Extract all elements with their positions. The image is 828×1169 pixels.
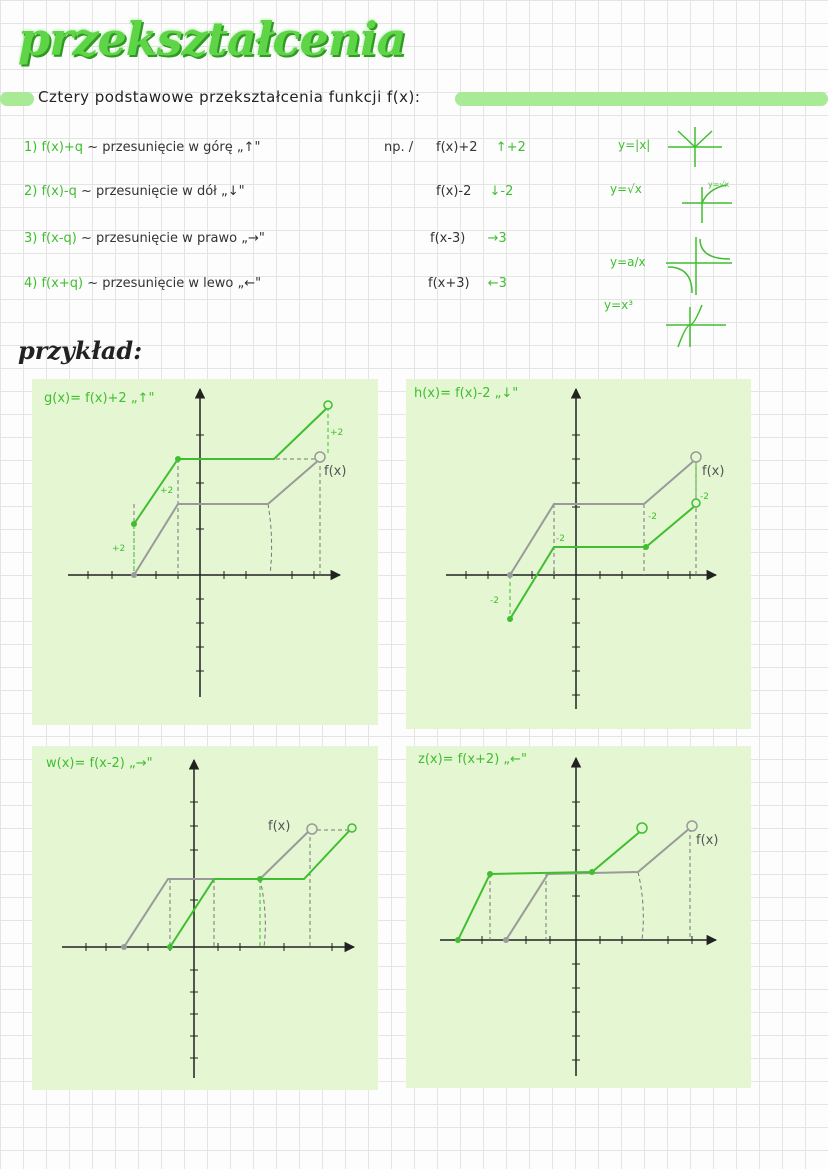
f-curve xyxy=(124,830,310,947)
rule-3 xyxy=(24,231,265,246)
rule-desc: ~ przesunięcie w górę „↑" xyxy=(87,140,261,155)
annotation: +2 xyxy=(112,544,126,554)
rule-formula: 4) f(x+q) xyxy=(24,276,84,291)
f-curve xyxy=(510,459,696,575)
ref-sqrt-small: y=√x xyxy=(708,180,730,189)
annotation: -2 xyxy=(490,596,499,606)
annotation: +2 xyxy=(160,486,174,496)
fx-label: f(x) xyxy=(268,819,291,834)
rule-desc: ~ przesunięcie w lewo „←" xyxy=(87,276,262,291)
ref-abs-label: y=|x| xyxy=(618,138,651,152)
example-heading: przykład: xyxy=(18,336,143,365)
rule-desc: ~ przesunięcie w dół „↓" xyxy=(80,184,245,199)
graph-label-z: z(x)= f(x+2) „←" xyxy=(418,752,528,767)
f-curve xyxy=(506,828,690,940)
rule-desc: ~ przesunięcie w prawo „→" xyxy=(80,231,265,246)
subtitle: Cztery podstawowe przekształcenia funkcji f(x): xyxy=(38,88,421,106)
annotation: -2 xyxy=(556,534,565,544)
fx-label: f(x) xyxy=(696,833,719,848)
annotation: -2 xyxy=(700,492,709,502)
g-curve xyxy=(134,407,328,524)
example-expr: f(x)+2 xyxy=(436,140,478,155)
page-title: przekształcenia xyxy=(18,12,406,66)
annotation: -2 xyxy=(648,512,657,522)
fx-label: f(x) xyxy=(702,464,725,479)
highlight-bar-left xyxy=(0,92,34,106)
f-curve xyxy=(134,459,320,575)
example-shift: →3 xyxy=(487,231,507,246)
rule-4 xyxy=(24,276,261,291)
graph-z xyxy=(406,746,751,1088)
reference-sketches xyxy=(660,125,740,355)
hyperbola-sketch xyxy=(666,237,732,295)
example-shift: ↓-2 xyxy=(489,184,514,199)
graph-w xyxy=(32,746,378,1090)
ref-hyperbola-label: y=a/x xyxy=(610,255,646,269)
rule-formula: 3) f(x-q) xyxy=(24,231,77,246)
sqrt-sketch xyxy=(682,185,732,223)
rule-1 xyxy=(24,140,260,155)
highlight-bar-right xyxy=(455,92,828,106)
examples-label: np. / xyxy=(384,140,414,155)
rule-formula: 2) f(x)-q xyxy=(24,184,77,199)
annotation: +2 xyxy=(330,428,344,438)
rule-formula: 1) f(x)+q xyxy=(24,140,84,155)
ref-cubic-label: y=x³ xyxy=(604,298,634,312)
graph-label-h: h(x)= f(x)-2 „↓" xyxy=(414,386,519,401)
abs-sketch xyxy=(668,127,722,167)
graph-label-g: g(x)= f(x)+2 „↑" xyxy=(44,391,155,406)
fx-label: f(x) xyxy=(324,464,347,479)
example-expr: f(x-3) xyxy=(430,231,466,246)
ref-sqrt-label: y=√x xyxy=(610,182,642,196)
example-shift: ←3 xyxy=(487,276,507,291)
example-expr: f(x)-2 xyxy=(436,184,472,199)
example-2 xyxy=(436,184,513,199)
h-curve xyxy=(510,505,696,619)
graph-label-w: w(x)= f(x-2) „→" xyxy=(46,756,153,771)
graph-g xyxy=(32,379,378,725)
rule-2 xyxy=(24,184,245,199)
example-4 xyxy=(428,276,507,291)
example-shift: ↑+2 xyxy=(495,140,526,155)
cubic-sketch xyxy=(666,305,726,347)
z-curve xyxy=(458,830,642,940)
example-expr: f(x+3) xyxy=(428,276,470,291)
example-3 xyxy=(430,231,507,246)
example-1 xyxy=(436,140,526,155)
graph-h xyxy=(406,379,751,729)
